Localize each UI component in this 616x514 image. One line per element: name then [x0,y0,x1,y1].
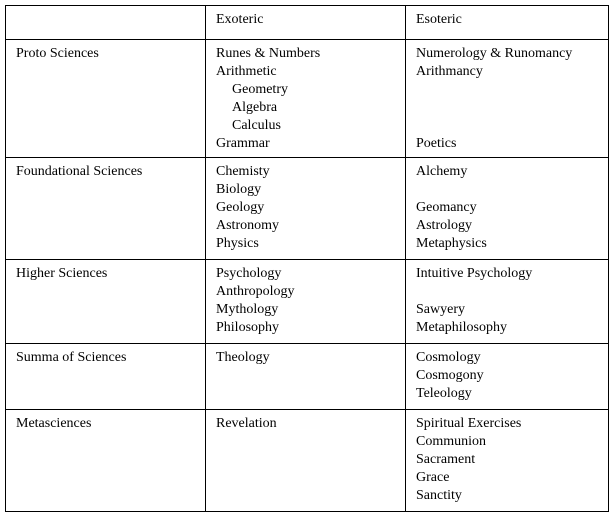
esoteric-item-empty [416,99,603,117]
header-esoteric-label: Esoteric [416,12,462,27]
esoteric-item: Arithmancy [416,64,483,79]
header-row [6,6,609,40]
esoteric-item: Cosmogony [416,368,484,383]
exoteric-item: Anthropology [216,284,295,299]
exoteric-cell [206,158,406,260]
esoteric-cell [406,40,609,158]
exoteric-cell [206,410,406,512]
esoteric-item: Metaphysics [416,236,487,251]
esoteric-item: Alchemy [416,164,468,179]
table-row [6,344,609,410]
header-cell-blank [6,6,206,40]
category-label: Higher Sciences [16,266,108,281]
category-cell [6,260,206,344]
exoteric-item: Psychology [216,266,282,281]
exoteric-item: Geology [216,200,265,215]
exoteric-cell [206,40,406,158]
exoteric-item: Runes & Numbers [216,46,321,61]
esoteric-item: Sacrament [416,452,476,467]
esoteric-cell [406,158,609,260]
exoteric-item: Revelation [216,416,277,431]
esoteric-item-empty [416,181,603,199]
esoteric-item-empty [416,117,603,135]
esoteric-item: Metaphilosophy [416,320,507,335]
category-cell [6,410,206,512]
esoteric-item: Poetics [416,136,457,151]
exoteric-item: Mythology [216,302,279,317]
exoteric-item: Arithmetic [216,64,277,79]
category-label: Proto Sciences [16,46,99,61]
table-row [6,260,609,344]
exoteric-subitem: Algebra [232,100,278,115]
esoteric-item: Intuitive Psychology [416,266,533,281]
exoteric-item: Physics [216,236,259,251]
category-label: Foundational Sciences [16,164,143,179]
exoteric-item: Biology [216,182,262,197]
sciences-table [5,5,609,512]
exoteric-item: Astronomy [216,218,279,233]
exoteric-item: Theology [216,350,270,365]
esoteric-cell [406,410,609,512]
exoteric-item: Chemisty [216,164,270,179]
esoteric-item: Spiritual Exercises [416,416,522,431]
exoteric-item: Philosophy [216,320,280,335]
header-exoteric-label: Exoteric [216,12,264,27]
header-cell-esoteric [406,6,609,40]
esoteric-cell [406,260,609,344]
esoteric-item-empty [416,283,603,301]
category-label: Metasciences [16,416,92,431]
exoteric-cell [206,260,406,344]
esoteric-item: Cosmology [416,350,481,365]
esoteric-item: Astrology [416,218,472,233]
category-cell [6,158,206,260]
esoteric-item: Sawyery [416,302,465,317]
esoteric-item-empty [416,81,603,99]
exoteric-subitem: Calculus [232,118,281,133]
table-row [6,410,609,512]
category-cell [6,344,206,410]
exoteric-subitem: Geometry [232,82,288,97]
table-row [6,158,609,260]
esoteric-item: Numerology & Runomancy [416,46,573,61]
exoteric-item: Grammar [216,136,270,151]
category-cell [6,40,206,158]
esoteric-item: Grace [416,470,450,485]
esoteric-item: Communion [416,434,487,449]
esoteric-item: Geomancy [416,200,477,215]
esoteric-item: Sanctity [416,488,462,503]
esoteric-cell [406,344,609,410]
esoteric-item: Teleology [416,386,472,401]
exoteric-cell [206,344,406,410]
table-row [6,40,609,158]
category-label: Summa of Sciences [16,350,127,365]
header-cell-exoteric [206,6,406,40]
